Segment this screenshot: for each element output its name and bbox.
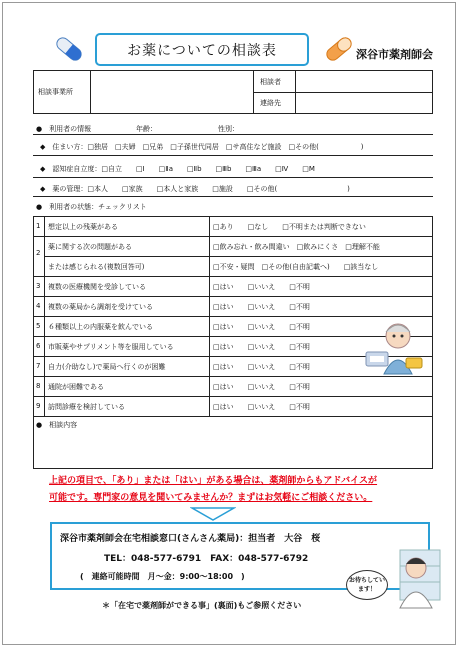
checklist-number: 3 xyxy=(36,282,41,290)
checklist-options[interactable]: □はい □いいえ □不明 xyxy=(213,283,310,291)
checklist-options[interactable]: □不安・疑問 □その他(自由記載へ) □該当なし xyxy=(213,263,379,271)
org-name: 深谷市薬剤師会 xyxy=(356,48,433,61)
checklist-question: 複数の医療機関を受診している xyxy=(48,283,146,291)
checklist-number: 5 xyxy=(36,322,41,330)
row-divider xyxy=(33,396,433,397)
checklist-options[interactable]: □はい □いいえ □不明 xyxy=(213,403,310,411)
checklist-number: 1 xyxy=(36,222,41,230)
checklist-heading: ● 利用者の状態：チェックリスト xyxy=(36,203,147,211)
down-arrow-icon xyxy=(190,506,236,522)
consult-heading: ● 相談内容 xyxy=(36,421,78,429)
sex-label: 性別： xyxy=(218,125,239,133)
checklist-question: または感じられる(複数回答可) xyxy=(48,263,145,271)
row-divider xyxy=(33,236,433,237)
checklist-options[interactable]: □はい □いいえ □不明 xyxy=(213,303,310,311)
checklist-question: 通院が困難である xyxy=(48,383,104,391)
tel-fax: TEL：048-577-6791 FAX：048-577-6792 xyxy=(104,554,309,564)
checklist-options[interactable]: □はい □いいえ □不明 xyxy=(213,343,310,351)
checklist-number: 7 xyxy=(36,362,41,370)
contact-label: 連絡先 xyxy=(260,99,281,107)
checklist-number: 6 xyxy=(36,342,41,350)
checklist-options[interactable]: □飲み忘れ・飲み間違い □飲みにくさ □理解不能 xyxy=(213,243,380,251)
residence-options: ◆ 住まい方：□独居 □夫婦 □兄弟 □子孫世代同居 □サ高住など施設 □その他( ) xyxy=(40,143,364,151)
form-title: お薬についての相談表 xyxy=(95,33,309,66)
user-info-heading: ● 利用者の情報 xyxy=(36,125,92,133)
checklist-question: 薬に関する次の問題がある xyxy=(48,243,132,251)
notice-line-1: 上記の項目で、「あり」または「はい」がある場合は、薬剤師からもアドバイスが xyxy=(49,476,378,486)
checklist-question: 想定以上の残薬がある xyxy=(48,223,118,231)
footnote: ＊「在宅で薬剤師ができる事」(裏面)もご参照ください xyxy=(102,601,302,610)
medication-options: ◆ 薬の管理：□本人 □家族 □本人と家族 □施設 □その他( ) xyxy=(40,185,350,193)
contact-hours: ( 連絡可能時間 月～金：9:00～18:00 ) xyxy=(80,572,245,581)
row-divider xyxy=(44,256,433,257)
consult-box[interactable] xyxy=(33,417,433,469)
row-divider xyxy=(33,316,433,317)
row-divider xyxy=(33,376,433,377)
checklist-question: 市販薬やサプリメント等を服用している xyxy=(48,343,174,351)
checklist-question: 複数の薬局から調剤を受けている xyxy=(48,303,153,311)
checklist-options[interactable]: □はい □いいえ □不明 xyxy=(213,383,310,391)
capsule-icon xyxy=(52,34,86,64)
checklist-options[interactable]: □あり □なし □不明または判断できない xyxy=(213,223,366,231)
elderly-person-illustration xyxy=(360,318,426,376)
row-divider xyxy=(33,276,433,277)
checklist-number: 9 xyxy=(36,402,41,410)
checklist-question: 訪問診療を検討している xyxy=(48,403,125,411)
checklist-number: 8 xyxy=(36,382,41,390)
checklist-options[interactable]: □はい □いいえ □不明 xyxy=(213,323,310,331)
office-label: 相談事業所 xyxy=(38,88,73,96)
row-divider xyxy=(33,296,433,297)
age-label: 年齢： xyxy=(136,125,157,133)
consult-window: 深谷市薬剤師会在宅相談窓口(さんさん薬局)：担当者 大谷 桜 xyxy=(60,534,321,544)
checklist-options[interactable]: □はい □いいえ □不明 xyxy=(213,363,310,371)
checklist-number: 4 xyxy=(36,302,41,310)
consultant-label: 相談者 xyxy=(260,78,281,86)
checklist-number: 2 xyxy=(36,249,41,257)
notice-line-2: 可能です。専門家の意見を聞いてみませんか？まずはお気軽にご相談ください。 xyxy=(49,493,373,503)
checklist-question: 自力(介助なし)で薬局へ行くのが困難 xyxy=(48,363,166,371)
dementia-options: ◆ 認知症自立度：□自立 □Ⅰ □Ⅱa □Ⅱb □Ⅲb □Ⅲa □Ⅳ □M xyxy=(40,165,315,173)
speech-bubble: お待ちしています！ xyxy=(346,570,388,600)
capsule-icon xyxy=(322,34,356,64)
checklist-question: ６種類以上の内服薬を飲んでいる xyxy=(48,323,153,331)
